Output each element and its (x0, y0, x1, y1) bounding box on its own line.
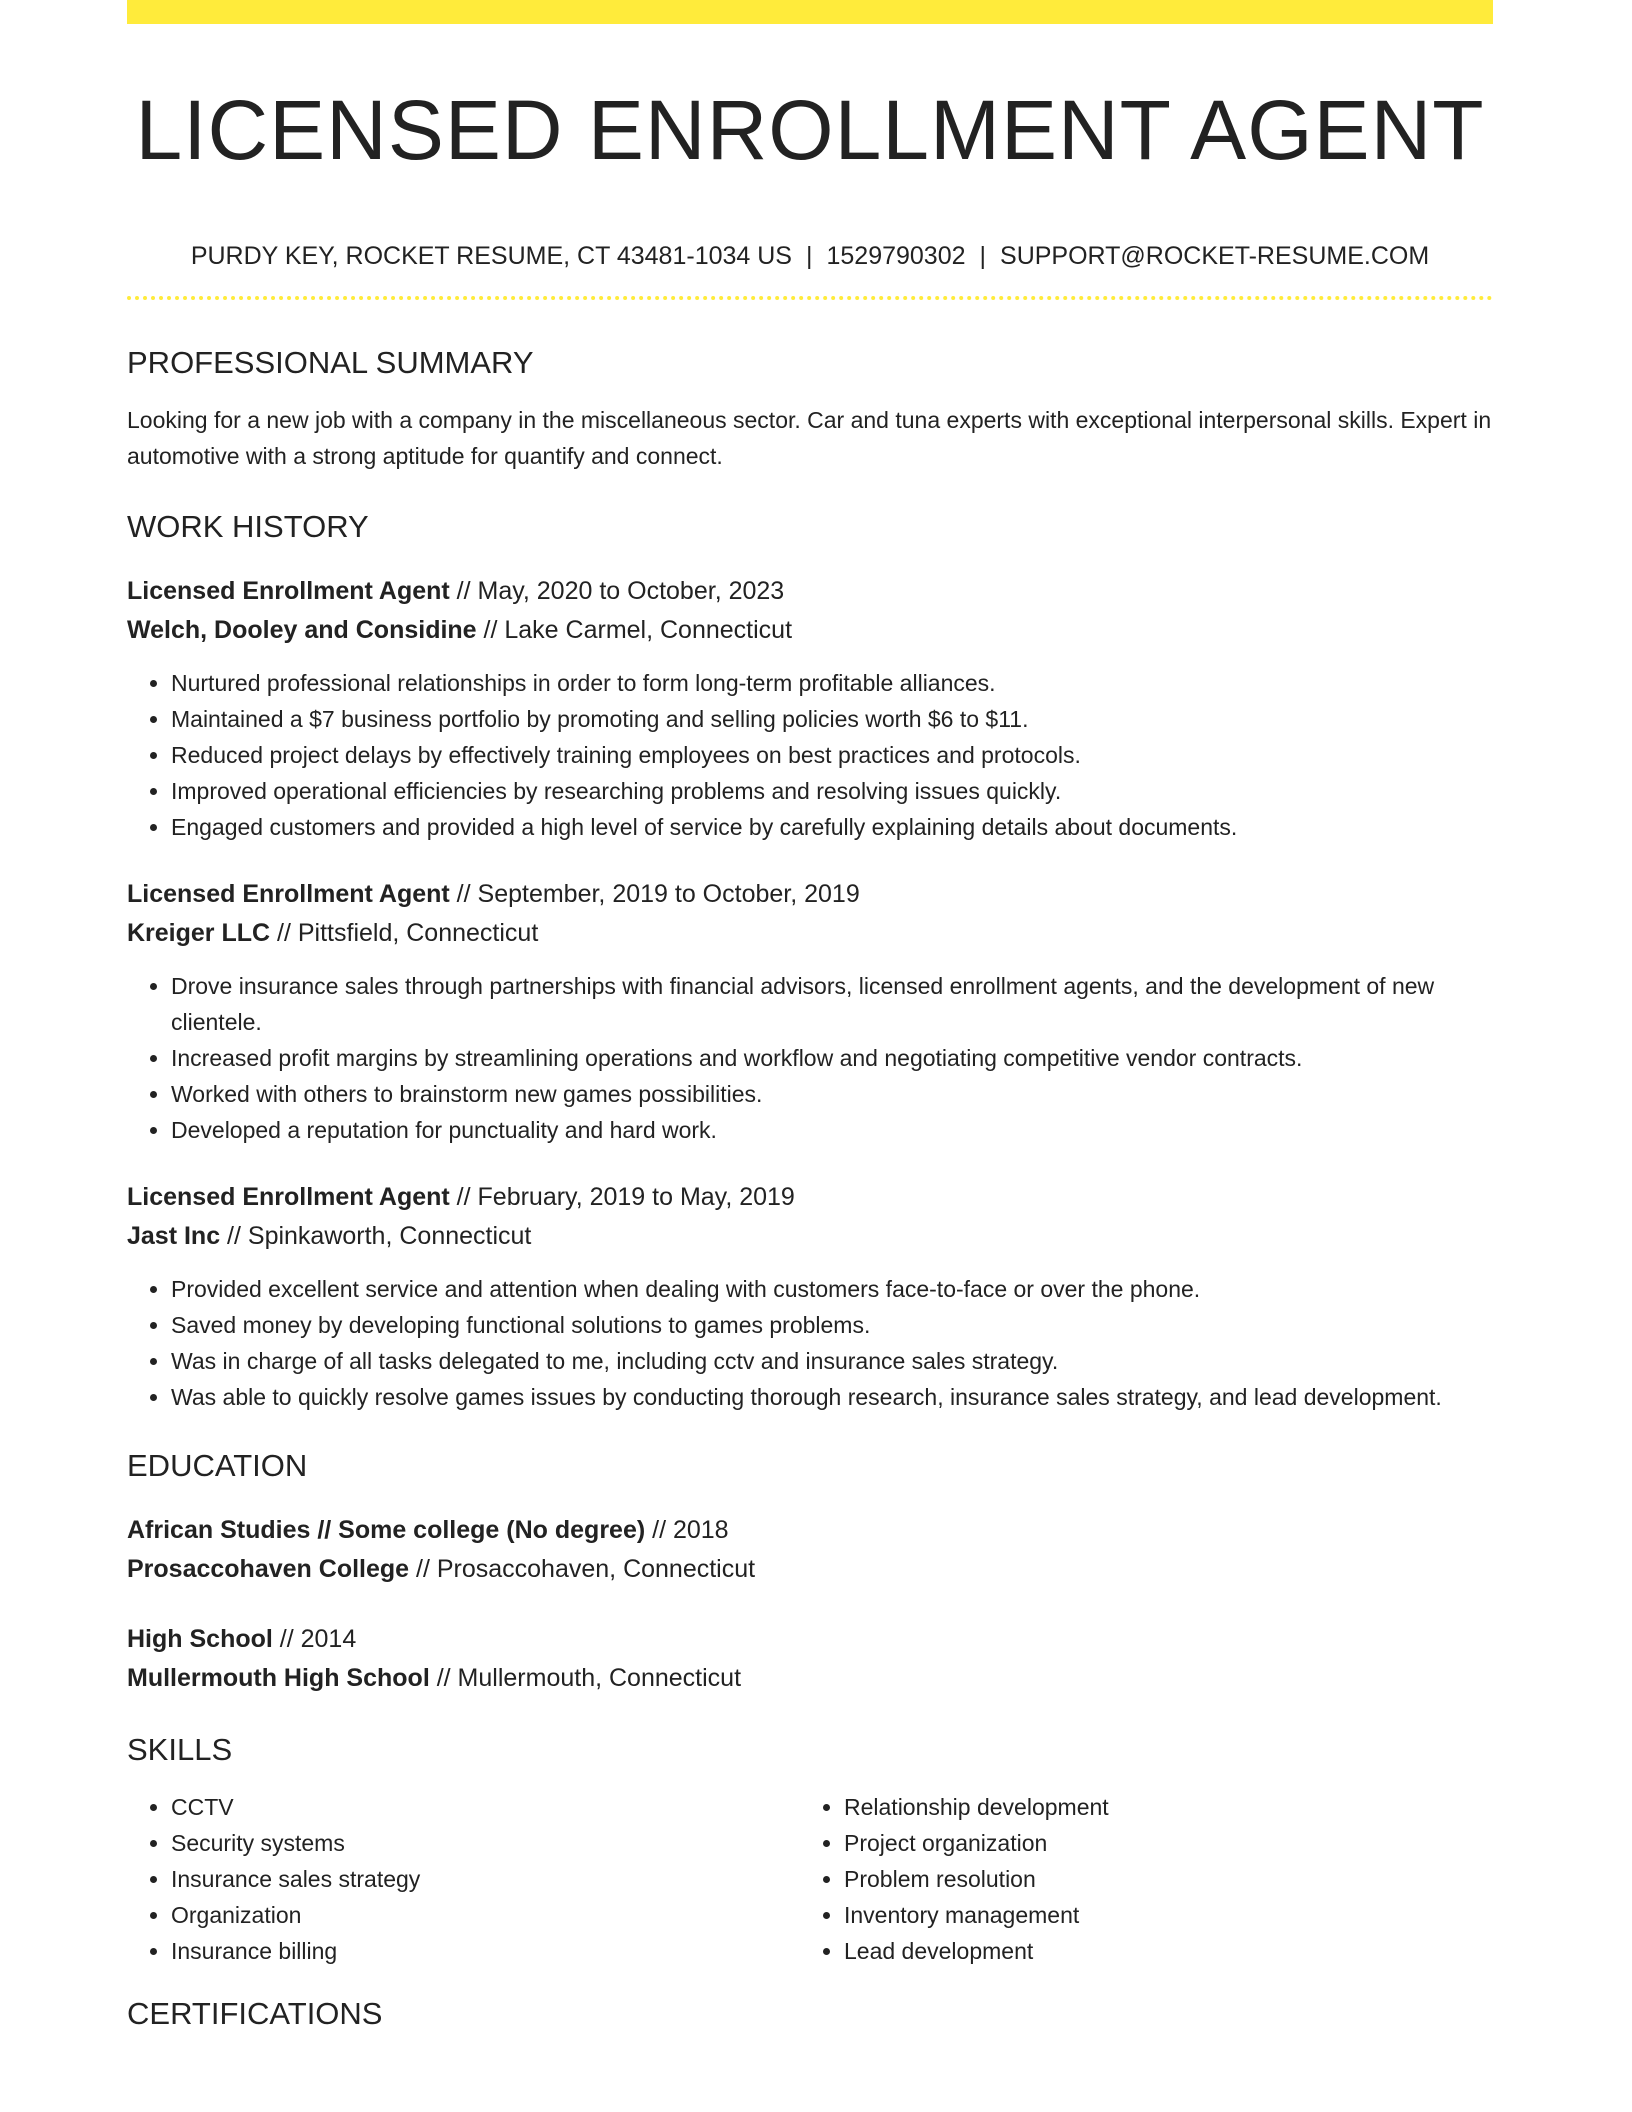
section-heading-work-history: WORK HISTORY (127, 509, 369, 544)
job-bullet: • Increased profit margins by streamlining operations and workflow and negotiating competitive vendor contracts. (171, 1040, 1493, 1076)
education-entry (127, 1620, 1493, 1698)
job-title-line (127, 1178, 1493, 1217)
job-bullet: • Maintained a $7 business portfolio by promoting and selling policies worth $6 to $11. (171, 701, 1493, 737)
contact-email: SUPPORT@ROCKET-RESUME.COM (1000, 242, 1430, 270)
job-title-line (127, 572, 1493, 611)
job-bullet: • Was in charge of all tasks delegated to me, including cctv and insurance sales strategy. (171, 1343, 1493, 1379)
job-company-line (127, 611, 1493, 650)
education-entry (127, 1511, 1493, 1589)
education-location: // Mullermouth, Connecticut (429, 1664, 742, 1692)
job-bullets (127, 665, 1493, 845)
job-title: Licensed Enrollment Agent (127, 880, 450, 908)
education-school-line (127, 1659, 1493, 1698)
job-dates: // May, 2020 to October, 2023 (449, 577, 785, 605)
education-location: // Prosaccohaven, Connecticut (409, 1555, 756, 1583)
summary-text: Looking for a new job with a company in the miscellaneous sector. Car and tuna experts with exceptional interpersonal skills. Expert in automotive with a strong aptitude for quantify and connect. (127, 407, 1492, 469)
job-location: // Pittsfield, Connecticut (270, 919, 539, 947)
skill-item: • Problem resolution (844, 1861, 1473, 1897)
job-bullet: • Worked with others to brainstorm new games possibilities. (171, 1076, 1493, 1112)
section-heading-summary: PROFESSIONAL SUMMARY (127, 345, 534, 380)
education-degree-line (127, 1511, 1493, 1550)
education-degree: High School (127, 1625, 273, 1653)
job-bullet: • Engaged customers and provided a high level of service by carefully explaining details about documents. (171, 809, 1493, 845)
job-bullets (127, 1271, 1493, 1415)
job-entry (127, 572, 1493, 845)
skill-item: • Organization (171, 1897, 800, 1933)
job-title: Licensed Enrollment Agent (127, 577, 450, 605)
job-entry (127, 1178, 1493, 1415)
education-school: Prosaccohaven College (127, 1555, 410, 1583)
resume-content (127, 0, 1493, 2033)
skill-item: • Insurance sales strategy (171, 1861, 800, 1897)
job-bullet: • Reduced project delays by effectively training employees on best practices and protocols. (171, 737, 1493, 773)
contact-separator: | (979, 242, 987, 270)
job-bullet: • Was able to quickly resolve games issues by conducting thorough research, insurance sales strategy, and lead development. (171, 1379, 1493, 1415)
dotted-divider (127, 296, 1493, 300)
skill-item: • CCTV (171, 1789, 800, 1825)
skills-column-left (127, 1789, 800, 1969)
job-company-line (127, 1217, 1493, 1256)
contact-separator: | (805, 242, 813, 270)
education-school-line (127, 1550, 1493, 1589)
job-title-line (127, 875, 1493, 914)
job-bullet: • Improved operational efficiencies by researching problems and resolving issues quickly. (171, 773, 1493, 809)
education-degree: African Studies // Some college (No degree) (127, 1516, 646, 1544)
job-bullet: • Nurtured professional relationships in order to form long-term profitable alliances. (171, 665, 1493, 701)
job-bullets (127, 968, 1493, 1148)
resume-title: LICENSED ENROLLMENT AGENT (135, 83, 1485, 177)
section-heading-education: EDUCATION (127, 1448, 308, 1483)
education-degree-line (127, 1620, 1493, 1659)
education-school: Mullermouth High School (127, 1664, 430, 1692)
job-bullet: • Saved money by developing functional solutions to games problems. (171, 1307, 1493, 1343)
job-company: Kreiger LLC (127, 919, 271, 947)
skill-item: • Security systems (171, 1825, 800, 1861)
job-bullet: • Drove insurance sales through partnerships with financial advisors, licensed enrollment agents, and the development of new clientele. (171, 968, 1493, 1040)
section-heading-certifications: CERTIFICATIONS (127, 1996, 383, 2031)
job-dates: // September, 2019 to October, 2019 (449, 880, 860, 908)
job-location: // Spinkaworth, Connecticut (220, 1222, 532, 1250)
job-company: Jast Inc (127, 1222, 221, 1250)
job-dates: // February, 2019 to May, 2019 (449, 1183, 795, 1211)
skills-grid (127, 1789, 1493, 1969)
section-heading-skills: SKILLS (127, 1732, 233, 1767)
job-company: Welch, Dooley and Considine (127, 616, 477, 644)
contact-phone: 1529790302 (826, 242, 966, 270)
skill-item: • Lead development (844, 1933, 1473, 1969)
contact-line (127, 240, 1493, 272)
skills-column-right (800, 1789, 1473, 1969)
skill-item: • Project organization (844, 1825, 1473, 1861)
job-company-line (127, 914, 1493, 953)
job-bullet: • Developed a reputation for punctuality and hard work. (171, 1112, 1493, 1148)
skill-item: • Insurance billing (171, 1933, 800, 1969)
education-year: // 2018 (645, 1516, 729, 1544)
skill-item: • Inventory management (844, 1897, 1473, 1933)
job-bullet: • Provided excellent service and attention when dealing with customers face-to-face or over the phone. (171, 1271, 1493, 1307)
job-location: // Lake Carmel, Connecticut (476, 616, 793, 644)
contact-address: PURDY KEY, ROCKET RESUME, CT 43481-1034 US (190, 242, 792, 270)
education-year: // 2014 (272, 1625, 357, 1653)
job-entry (127, 875, 1493, 1148)
job-title: Licensed Enrollment Agent (127, 1183, 450, 1211)
skill-item: • Relationship development (844, 1789, 1473, 1825)
